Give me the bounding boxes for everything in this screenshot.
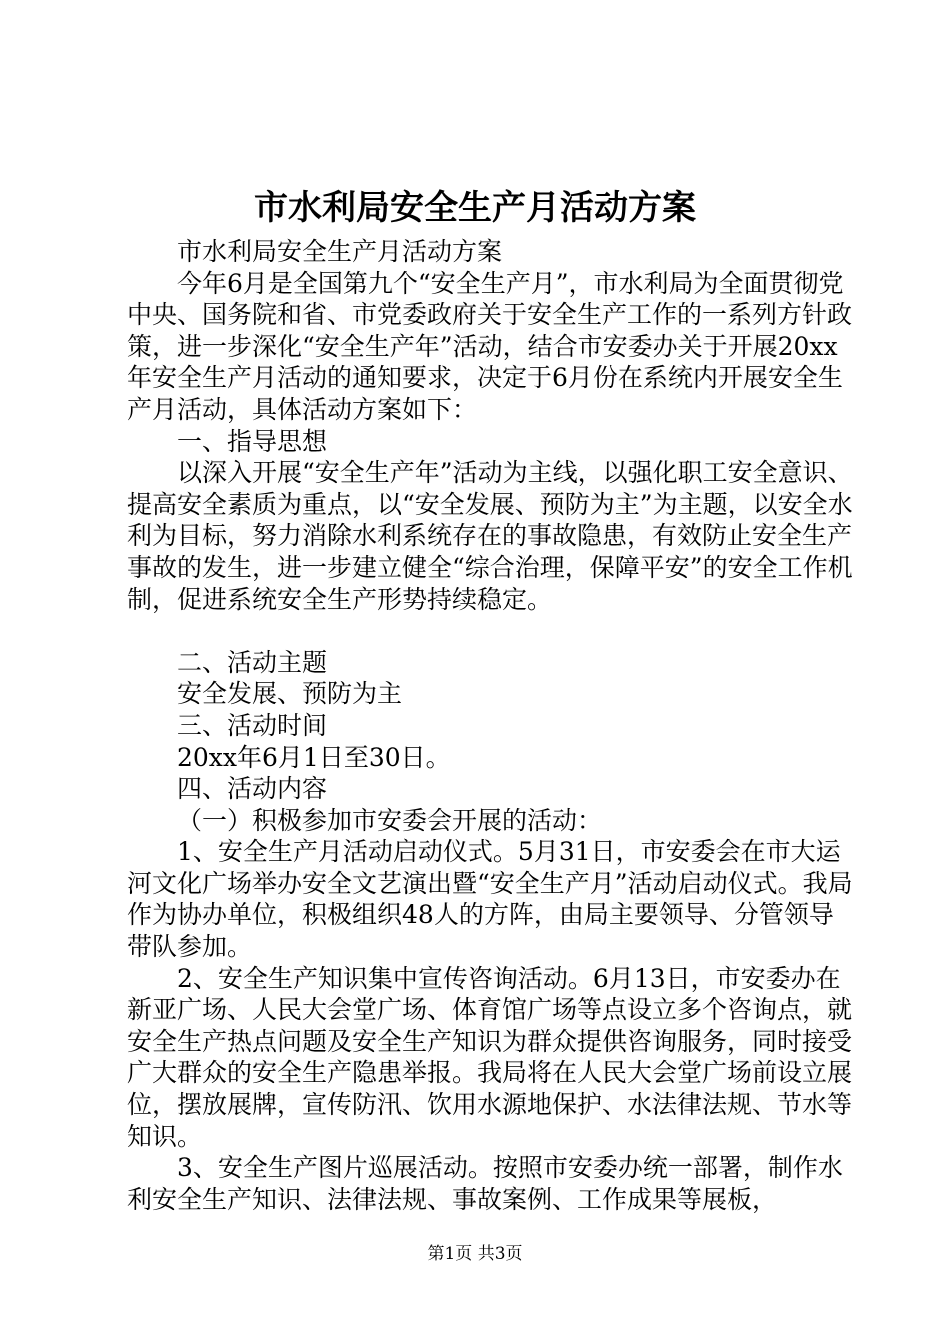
subsection-heading-participation: （一）积极参加市安委会开展的活动： bbox=[177, 805, 603, 835]
section-heading-activity-time: 三、活动时间 bbox=[177, 710, 328, 740]
document-title: 市水利局安全生产月活动方案 bbox=[254, 188, 696, 228]
paragraph-item-2: 2、安全生产知识集中宣传咨询活动。6月13日，市安委办在新亚广场、人民大会堂广场、体育馆广场等点设立多个咨询点，就安全生产热点问题及安全生产知识为群众提供咨询服务，同时接受广大群众的安全生产隐患举报。我局将在人民大会堂广场前设立展位，摆放展牌，宣传防汛、饮用水源地保护、水法律法规、节水等知识。 bbox=[127, 963, 853, 1151]
paragraph-item-1: 1、安全生产月活动启动仪式。5月31日，市安委会在市大运河文化广场举办安全文艺演出暨“安全生产月”活动启动仪式。我局作为协办单位，积极组织48人的方阵，由局主要领导、分管领导带队参加。 bbox=[127, 837, 853, 962]
paragraph-guiding-ideology: 以深入开展“安全生产年”活动为主线，以强化职工安全意识、提高安全素质为重点，以“安全发展、预防为主”为主题，以安全水利为目标，努力消除水利系统存在的事故隐患，有效防止安全生产事故的发生，进一步建立健全“综合治理，保障平安”的安全工作机制，促进系统安全生产形势持续稳定。 bbox=[127, 458, 853, 614]
paragraph-activity-theme: 安全发展、预防为主 bbox=[177, 679, 403, 709]
page-footer: 第1页 共3页 bbox=[427, 1244, 523, 1264]
document-body bbox=[127, 236, 855, 1215]
paragraph-spacer bbox=[127, 615, 855, 647]
paragraph-activity-time: 20xx年6月1日至30日。 bbox=[177, 742, 451, 772]
paragraph-intro: 今年6月是全国第九个“安全生产月”，市水利局为全面贯彻党中央、国务院和省、市党委政府关于安全生产工作的一系列方针政策，进一步深化“安全生产年”活动，结合市安委办关于开展20xx年安全生产月活动的通知要求，决定于6月份在系统内开展安全生产月活动，具体活动方案如下： bbox=[127, 268, 853, 424]
section-heading-guiding-ideology: 一、指导思想 bbox=[177, 426, 328, 456]
section-heading-activity-theme: 二、活动主题 bbox=[177, 647, 328, 677]
paragraph-subtitle: 市水利局安全生产月活动方案 bbox=[177, 237, 503, 266]
paragraph-item-3: 3、安全生产图片巡展活动。按照市安委办统一部署，制作水利安全生产知识、法律法规、事故案例、工作成果等展板， bbox=[127, 1153, 843, 1214]
section-heading-activity-content: 四、活动内容 bbox=[177, 774, 328, 804]
